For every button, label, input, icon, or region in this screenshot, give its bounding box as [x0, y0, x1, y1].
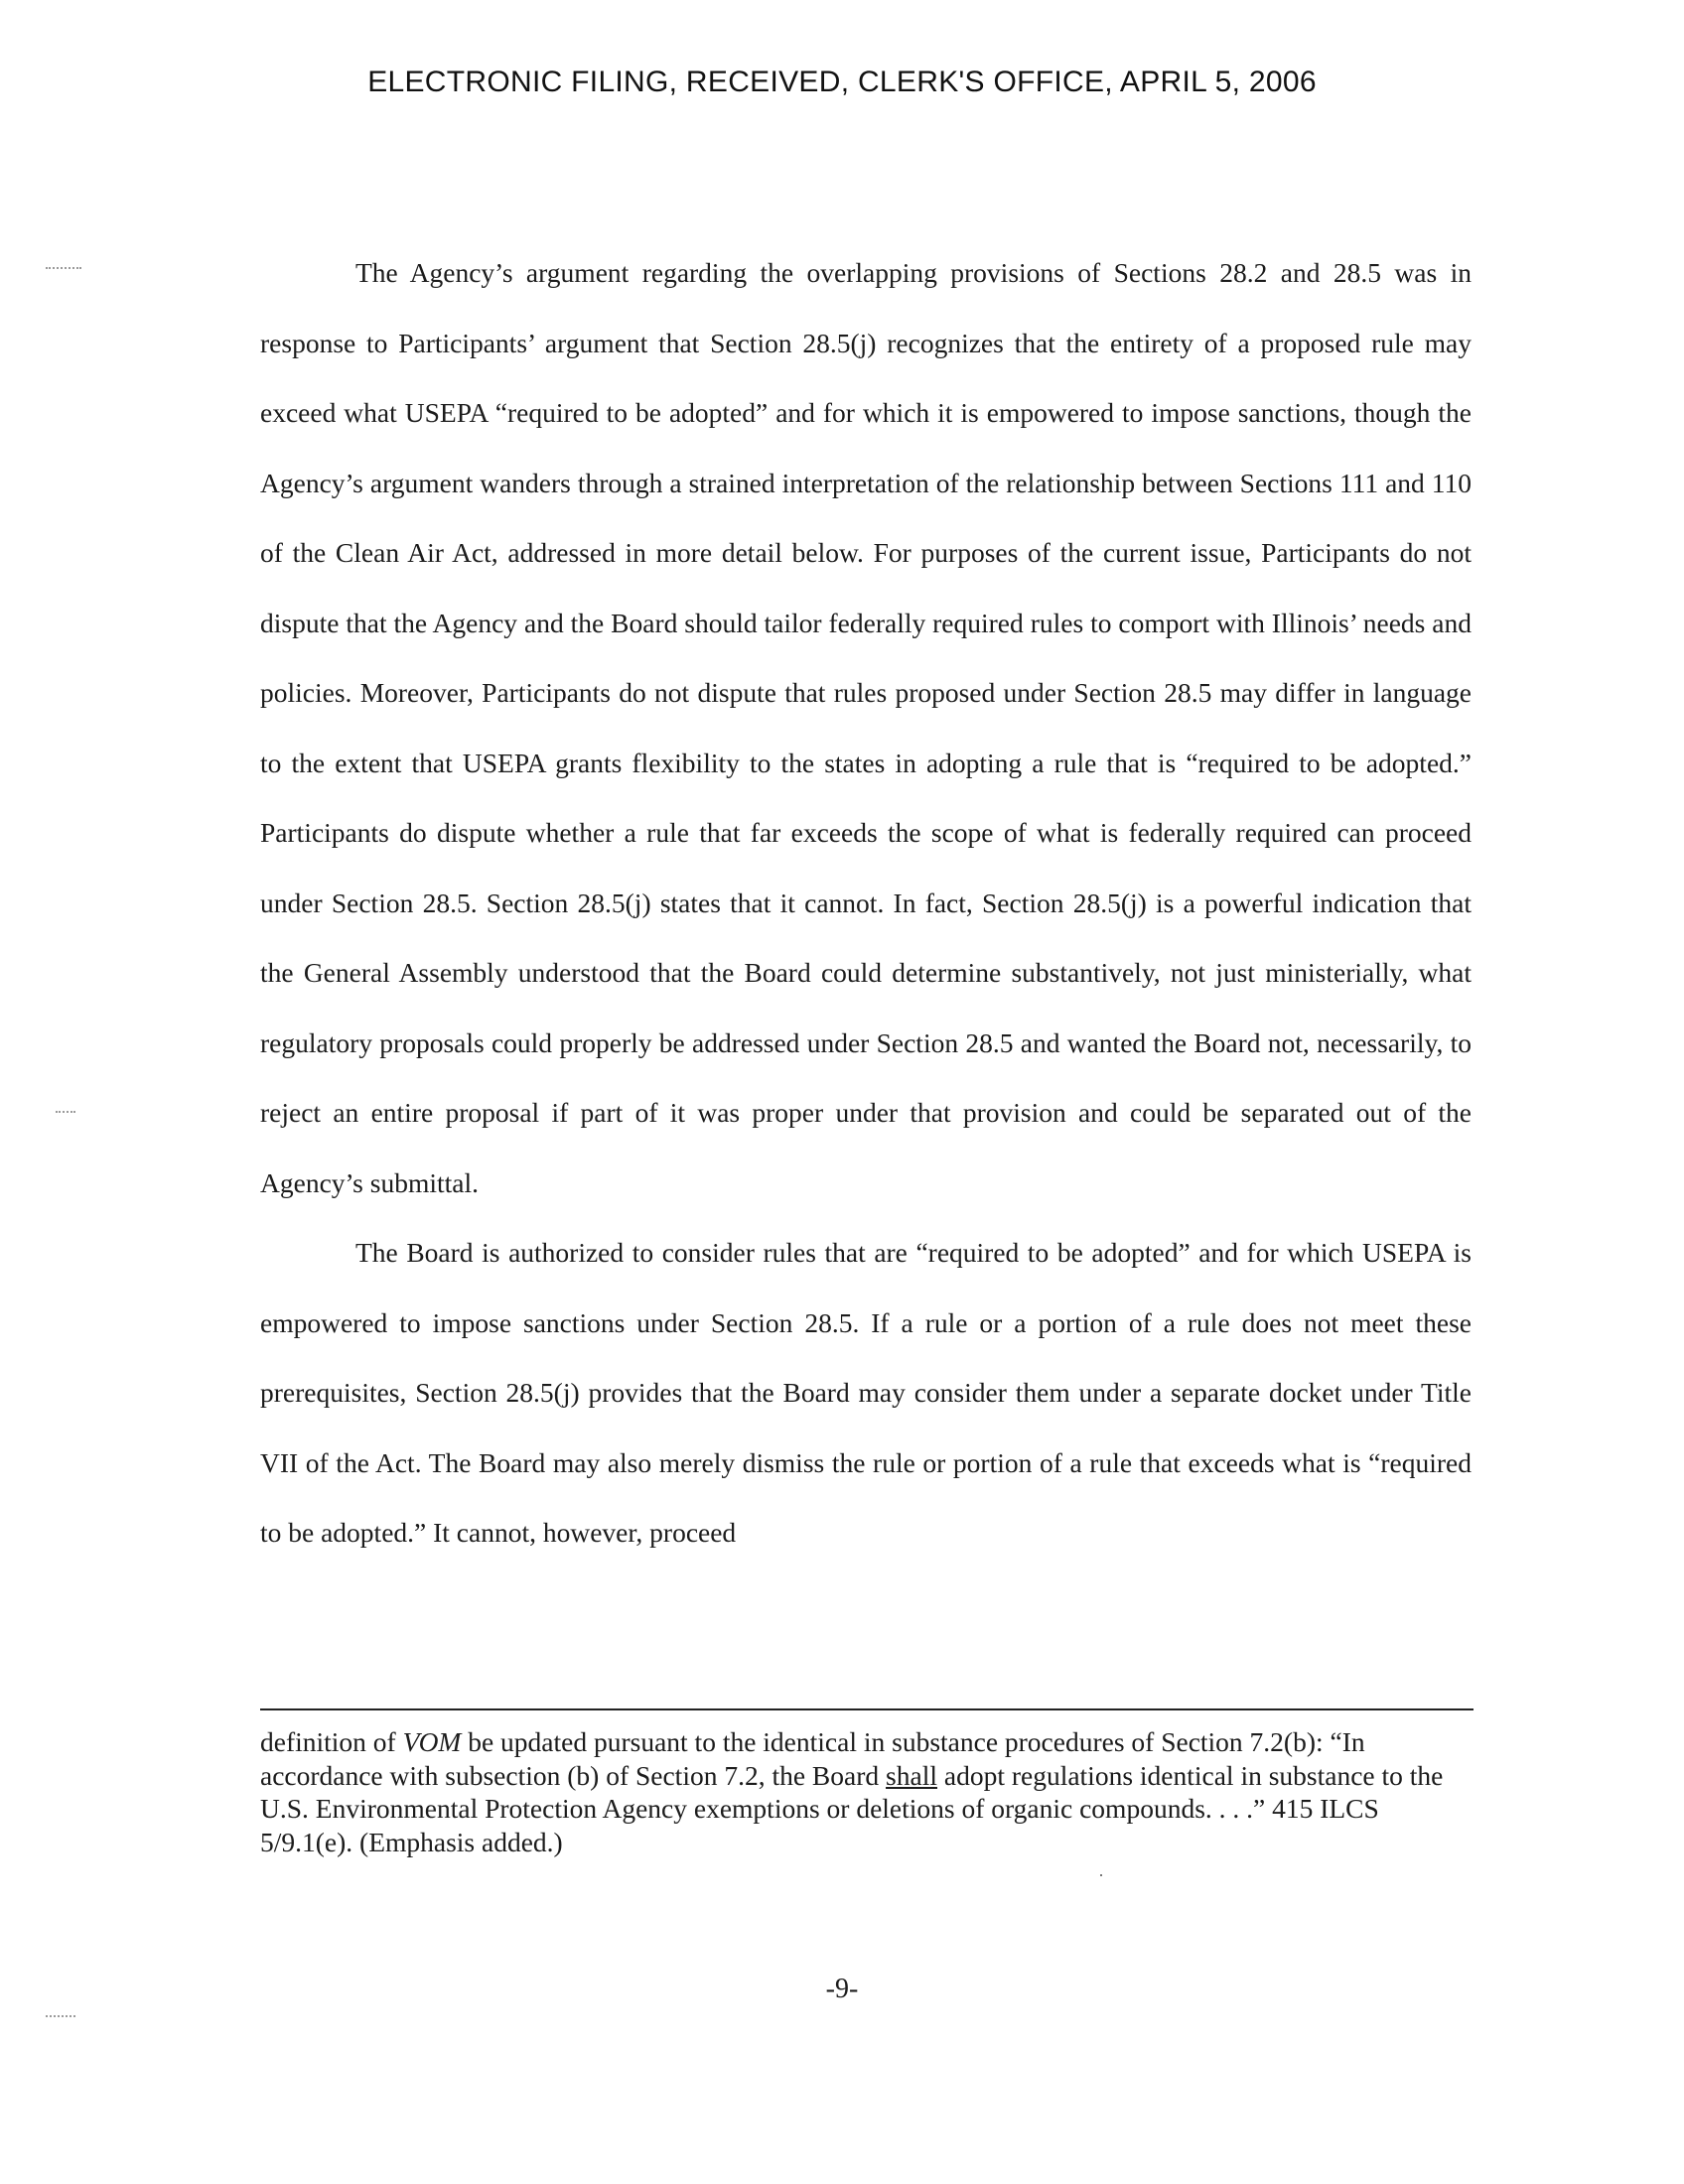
- footnote: [260, 1725, 1474, 1858]
- footnote-separator: [260, 1708, 1474, 1710]
- scan-speck: [1100, 1874, 1102, 1876]
- footnote-shall-emphasis: shall: [886, 1759, 937, 1791]
- body-paragraph-2: The Board is authorized to consider rules that are “required to be adopted” and for which USEPA is empowered to impose sanctions under Section 28.5. If a rule or a portion of a rule does not meet these prerequisites, Section 28.5(j) provides that the Board may consider them under a separate docket under Title VII of the Act. The Board may also merely dismiss the rule or portion of a rule that exceeds what is “required to be adopted.” It cannot, however, proceed: [260, 1237, 1472, 1548]
- footnote-text-1: definition of: [260, 1726, 403, 1757]
- footnote-text-2: be updated pursuant to the identical in substance procedures of Section 7.2(b): “In accordance with subsection (b) of Section 7.2, the Board: [260, 1726, 1365, 1791]
- footnote-vom-term: VOM: [402, 1726, 462, 1757]
- filing-header: ELECTRONIC FILING, RECEIVED, CLERK'S OFFICE, APRIL 5, 2006: [367, 66, 1317, 98]
- document-body: [260, 238, 1472, 1569]
- body-paragraph-1: The Agency’s argument regarding the overlapping provisions of Sections 28.2 and 28.5 was in response to Participants’ argument that Section 28.5(j) recognizes that the entirety of a proposed rule may exceed what USEPA “required to be adopted” and for which it is empowered to impose sanctions, though the Agency’s argument wanders through a strained interpretation of the relationship between Sections 111 and 110 of the Clean Air Act, addressed in more detail below. For purposes of the current issue, Participants do not dispute that the Agency and the Board should tailor federally required rules to comport with Illinois’ needs and policies. Moreover, Participants do not dispute that rules proposed under Section 28.5 may differ in language to the extent that USEPA grants flexibility to the states in adopting a rule that is “required to be adopted.” Participants do dispute whether a rule that far exceeds the scope of what is federally required can proceed under Section 28.5. Section 28.5(j) states that it cannot. In fact, Section 28.5(j) is a powerful indication that the General Assembly understood that the Board could determine substantively, not just ministerially, what regulatory proposals could properly be addressed under Section 28.5 and wanted the Board not, necessarily, to reject an entire proposal if part of it was proper under that provision and could be separated out of the Agency’s submittal.: [260, 257, 1472, 1198]
- footnote-text-3: adopt regulations identical in substance to the U.S. Environmental Protection Agency exemptions or deletions of organic compounds. . . .” 415 ILCS 5/9.1(e). (Emphasis added.): [260, 1759, 1444, 1857]
- margin-scan-mark: [56, 1111, 75, 1113]
- page-number: -9-: [825, 1974, 859, 2004]
- margin-scan-mark: [46, 2015, 75, 2017]
- margin-scan-mark: [46, 267, 81, 269]
